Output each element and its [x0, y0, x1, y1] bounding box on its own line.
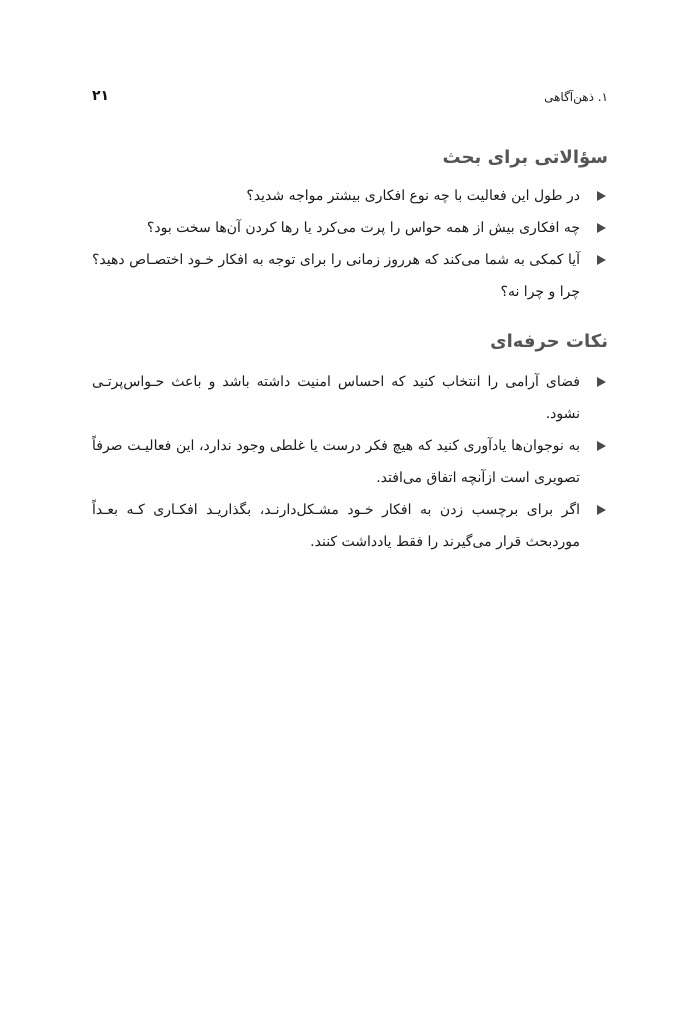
list-item [92, 180, 608, 212]
list-item [92, 366, 608, 430]
list-item [92, 430, 608, 494]
list-item [92, 244, 608, 308]
section-title-discussion: سؤالاتی برای بحث [442, 147, 608, 168]
list-item-text: فضای آرامی را انتخاب کنید که احساس امنیت داشته باشد و باعث حـواس‌پرتـی نشود. [92, 374, 580, 422]
triangle-bullet-icon [597, 223, 606, 233]
triangle-bullet-icon [597, 441, 606, 451]
chapter-title: ۱. ذهن‌آگاهی [544, 90, 608, 104]
discussion-questions-section [92, 146, 608, 308]
list-item-text: آیا کمکی به شما می‌کند که هرروز زمانی را برای توجه به افکار خـود اختصـاص دهید؟ چرا و چرا نه؟ [92, 252, 580, 300]
list-item-text: به نوجوان‌ها یادآوری کنید که هیچ فکر درست یا غلطی وجود ندارد، این فعالیـت صرفاً تصویری است ازآنچه اتفاق می‌افتد. [92, 438, 580, 486]
pro-tips-section [92, 330, 608, 558]
triangle-bullet-icon [597, 505, 606, 515]
triangle-bullet-icon [597, 191, 606, 201]
discussion-questions-list [92, 180, 608, 308]
list-item [92, 212, 608, 244]
running-header [92, 88, 608, 112]
section-title-tips: نکات حرفه‌ای [490, 331, 608, 352]
triangle-bullet-icon [597, 255, 606, 265]
list-item-text: چه افکاری بیش از همه حواس را پرت می‌کرد یا رها کردن آن‌ها سخت بود؟ [146, 220, 580, 236]
list-item-text: اگر برای برچسب زدن به افکار خـود مشـکل‌دارنـد، بگذاریـد افکـاری کـه بعـداً موردبحث قرار می‌گیرند را فقط یادداشت کنند. [92, 502, 580, 550]
list-item-text: در طول این فعالیت با چه نوع افکاری بیشتر مواجه شدید؟ [246, 188, 580, 204]
page-number: ۲۱ [92, 88, 110, 104]
triangle-bullet-icon [597, 377, 606, 387]
pro-tips-list [92, 366, 608, 558]
list-item [92, 494, 608, 558]
